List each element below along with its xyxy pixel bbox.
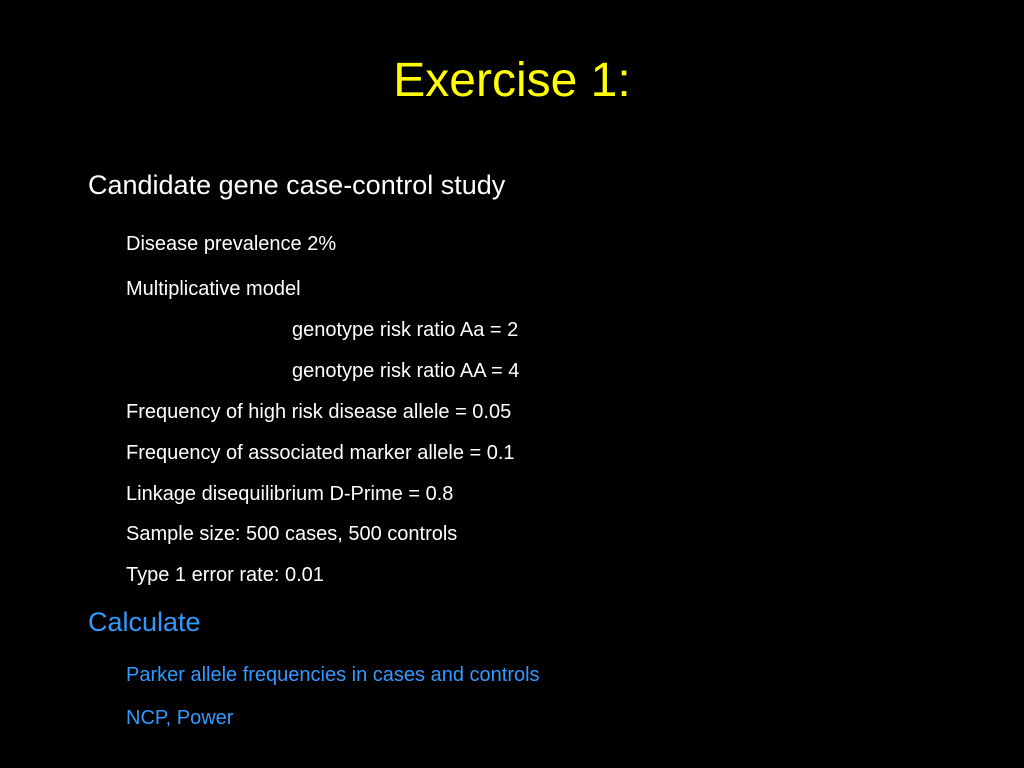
slide-title: Exercise 1: [393,54,631,107]
bullet-multiplicative-model: Multiplicative model [126,278,301,300]
subbullet-risk-ratio-aa-het: genotype risk ratio Aa = 2 [292,319,519,341]
subbullet-risk-ratio-aa-hom: genotype risk ratio AA = 4 [292,360,520,382]
bullet-disease-allele-frequency: Frequency of high risk disease allele = 0.05 [126,401,512,423]
bullet-allele-frequencies: Parker allele frequencies in cases and controls [126,664,540,686]
bullet-type1-error-rate: Type 1 error rate: 0.01 [126,564,324,586]
bullet-disease-prevalence: Disease prevalence 2% [126,233,337,255]
bullet-sample-size: Sample size: 500 cases, 500 controls [126,523,458,545]
section-heading-calculate: Calculate [88,607,201,637]
section-heading-study: Candidate gene case-control study [88,170,506,200]
bullet-linkage-disequilibrium: Linkage disequilibrium D-Prime = 0.8 [126,483,454,505]
bullet-ncp-power: NCP, Power [126,707,234,729]
bullet-marker-allele-frequency: Frequency of associated marker allele = 0.1 [126,442,515,464]
